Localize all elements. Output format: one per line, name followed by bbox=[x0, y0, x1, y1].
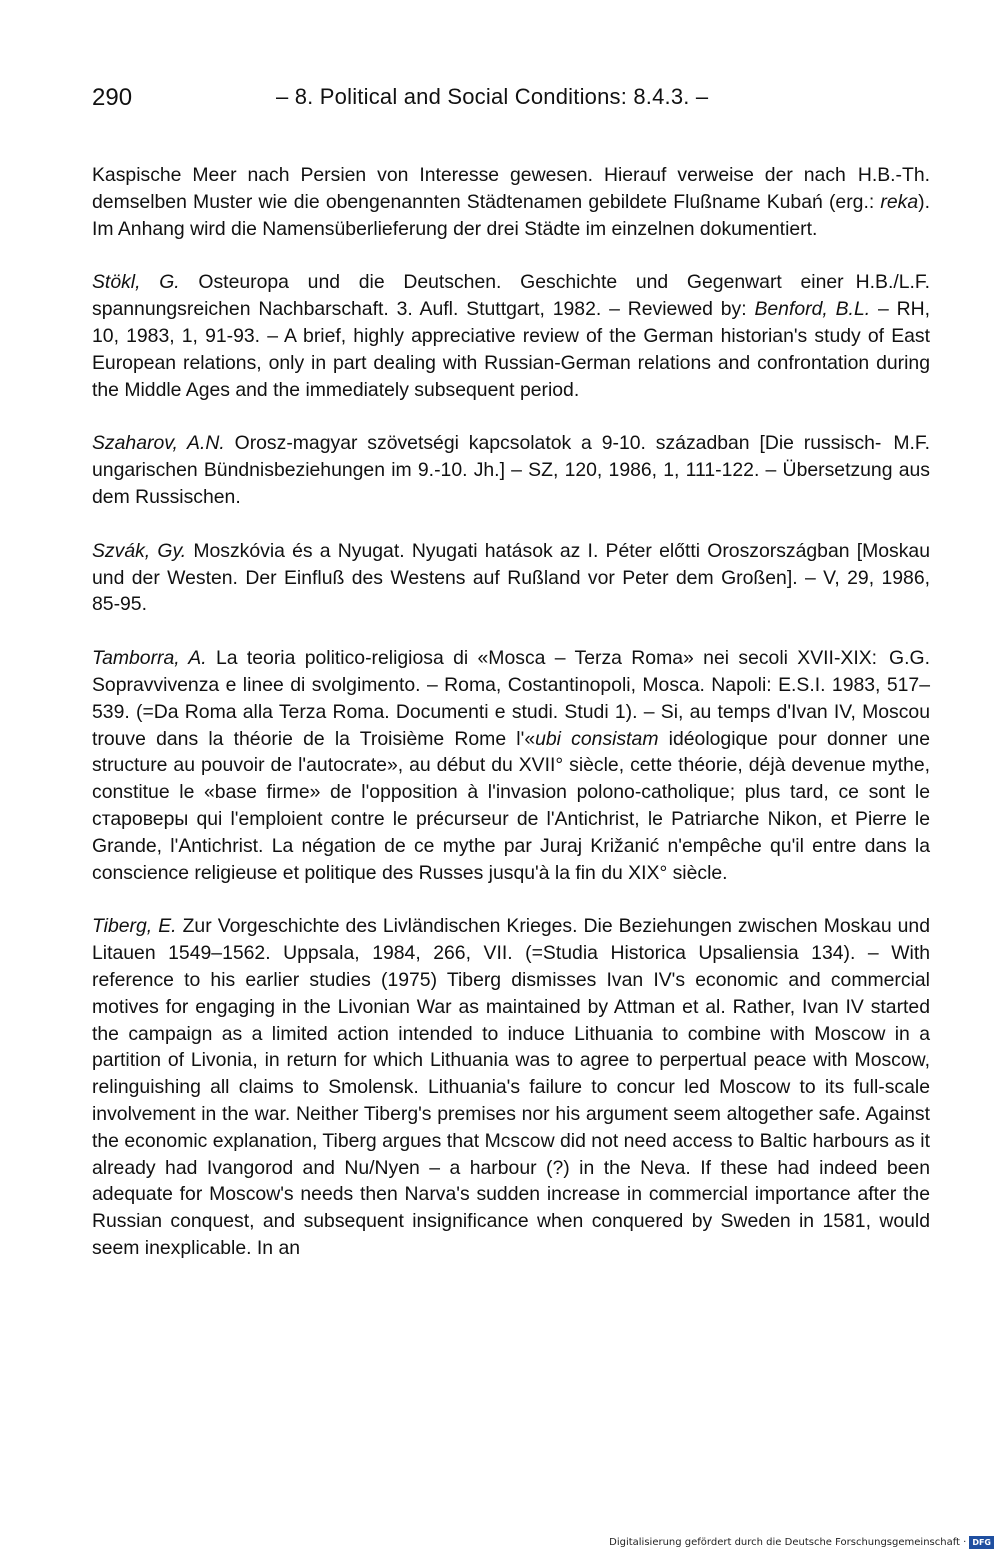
entry-emphasis: Benford, B.L. bbox=[754, 298, 871, 321]
page-header bbox=[92, 84, 932, 124]
entry-text: Osteuropa und die Deutschen. Geschichte und Gegenwart einer spannungsreichen Nachbarschaft. 3. Aufl. Stuttgart, 1982. – Reviewed by: bbox=[92, 271, 844, 321]
entry-emphasis: ubi consistam bbox=[535, 727, 659, 750]
entry-text: La teoria politico-religiosa di «Mosca – Terza Roma» nei secoli XVII-XIX: Sopravvivenza e linee di svolgimento. – Roma, Costantinopoli, Mosca. Napoli: E.S.I. 1983, 517–539. (=Da Roma alla Terza Roma. Documenti e studi. Studi 1). – Si, au temps d'Ivan IV, Moscou trouve dans la théorie de la Troisième Rome l'« bbox=[92, 647, 930, 750]
entry-author: Stökl, G. bbox=[92, 271, 180, 294]
entry-text: Kaspische Meer nach Persien von Interesse gewesen. Hierauf verweise der nach demselben Muster wie die obengenannten Städtenamen gebildete Flußname Kubań (erg.: bbox=[92, 164, 881, 213]
bibliography-entries bbox=[92, 162, 930, 1289]
bibliography-entry bbox=[92, 162, 930, 242]
bibliography-entry bbox=[92, 269, 930, 403]
entry-text: ). Im Anhang wird die Namensüberlieferung der drei Städte im einzelnen dokumentiert. bbox=[92, 190, 930, 240]
dfg-logo-icon: DFG bbox=[969, 1536, 994, 1549]
entry-text: Zur Vorgeschichte des Livländischen Krieges. Die Beziehungen zwischen Moskau und Litauen 1549–1562. Uppsala, 1984, 266, VII. (=Studia Historica Upsaliensia 134). – With reference to his earlier studies (1975) Tiberg dismisses Ivan IV's economic and commercial motives for engaging in the Livonian War as maintained by Attman et al. Rather, Ivan IV started the campaign as a limited action intended to induce Lithuania to combine with Moscow in a partition of Livonia, in return for which Lithuania was to agree to perpertual peace with Moscow, relinguishing all claims to Smolensk. Lithuania's failure to concur led Moscow to its full-scale involvement in the war. Neither Tiberg's premises nor his argument seem altogether safe. Against the economic explanation, Tiberg argues that Mcscow did not need access to Baltic harbours as it already had Ivangorod and Nu/Nyen – a harbour (?) in the Neva. If these had indeed been adequate for Moscow's needs then Narva's sudden increase in commercial importance after the Russian conquest, and subsequent insignificance when conquered by Sweden in 1581, would seem inexplicable. In an bbox=[92, 915, 931, 1259]
digitization-footer bbox=[609, 1536, 994, 1549]
entry-text: – RH, 10, 1983, 1, 91-93. – A brief, highly appreciative review of the German historian's study of East European relations, only in part dealing with Russian-German relations and confrontation during the Middle Ages and the immediately subsequent period. bbox=[92, 298, 931, 401]
entry-author: Szaharov, A.N. bbox=[92, 432, 225, 455]
running-head: – 8. Political and Social Conditions: 8.4.3. – bbox=[276, 84, 709, 109]
reviewer-initials: H.B.-Th. bbox=[857, 164, 930, 186]
reviewer-initials: M.F. bbox=[893, 432, 930, 455]
bibliography-entry bbox=[92, 913, 930, 1261]
entry-author: Tamborra, A. bbox=[92, 647, 207, 670]
reviewer-initials: G.G. bbox=[889, 647, 930, 670]
reviewer-initials: H.B./L.F. bbox=[855, 271, 930, 294]
bibliography-entry bbox=[92, 538, 930, 618]
entry-author: Tiberg, E. bbox=[92, 915, 177, 938]
entry-emphasis: reka bbox=[880, 190, 919, 213]
footer-credit: Digitalisierung gefördert durch die Deutsche Forschungsgemeinschaft · bbox=[609, 1537, 967, 1548]
bibliography-entry bbox=[92, 645, 930, 886]
entry-text: idéologique pour donner une structure au pouvoir de l'autocrate», au début du XVII° siècle, cette théorie, déjà devenue mythe, constitue le «base firme» de l'opposition à l'invasion polono-catholique; plus tard, ce sont le староверы qui l'emploient contre le précurseur de l'Antichrist, le Patriarche Nikon, et Pierre le Grande, l'Antichrist. La négation de ce mythe par Juraj Križanić n'empêche qu'il entre dans la conscience religieuse et politique des Russes jusqu'à la fin du XIX° siècle. bbox=[92, 727, 930, 884]
bibliography-entry bbox=[92, 430, 930, 510]
entry-text: Moszkóvia és a Nyugat. Nyugati hatások az I. Péter előtti Oroszországban [Moskau und der Westen. Der Einfluß des Westens auf Rußland vor Peter dem Großen]. – V, 29, 1986, 85-95. bbox=[92, 539, 930, 616]
entry-text: Orosz-magyar szövetségi kapcsolatok a 9-10. században [Die russisch-ungarischen Bündnisbeziehungen im 9.-10. Jh.] – SZ, 120, 1986, 1, 111-122. – Übersetzung aus dem Russischen. bbox=[92, 432, 930, 508]
page-number: 290 bbox=[92, 84, 133, 111]
entry-author: Szvák, Gy. bbox=[92, 539, 187, 562]
